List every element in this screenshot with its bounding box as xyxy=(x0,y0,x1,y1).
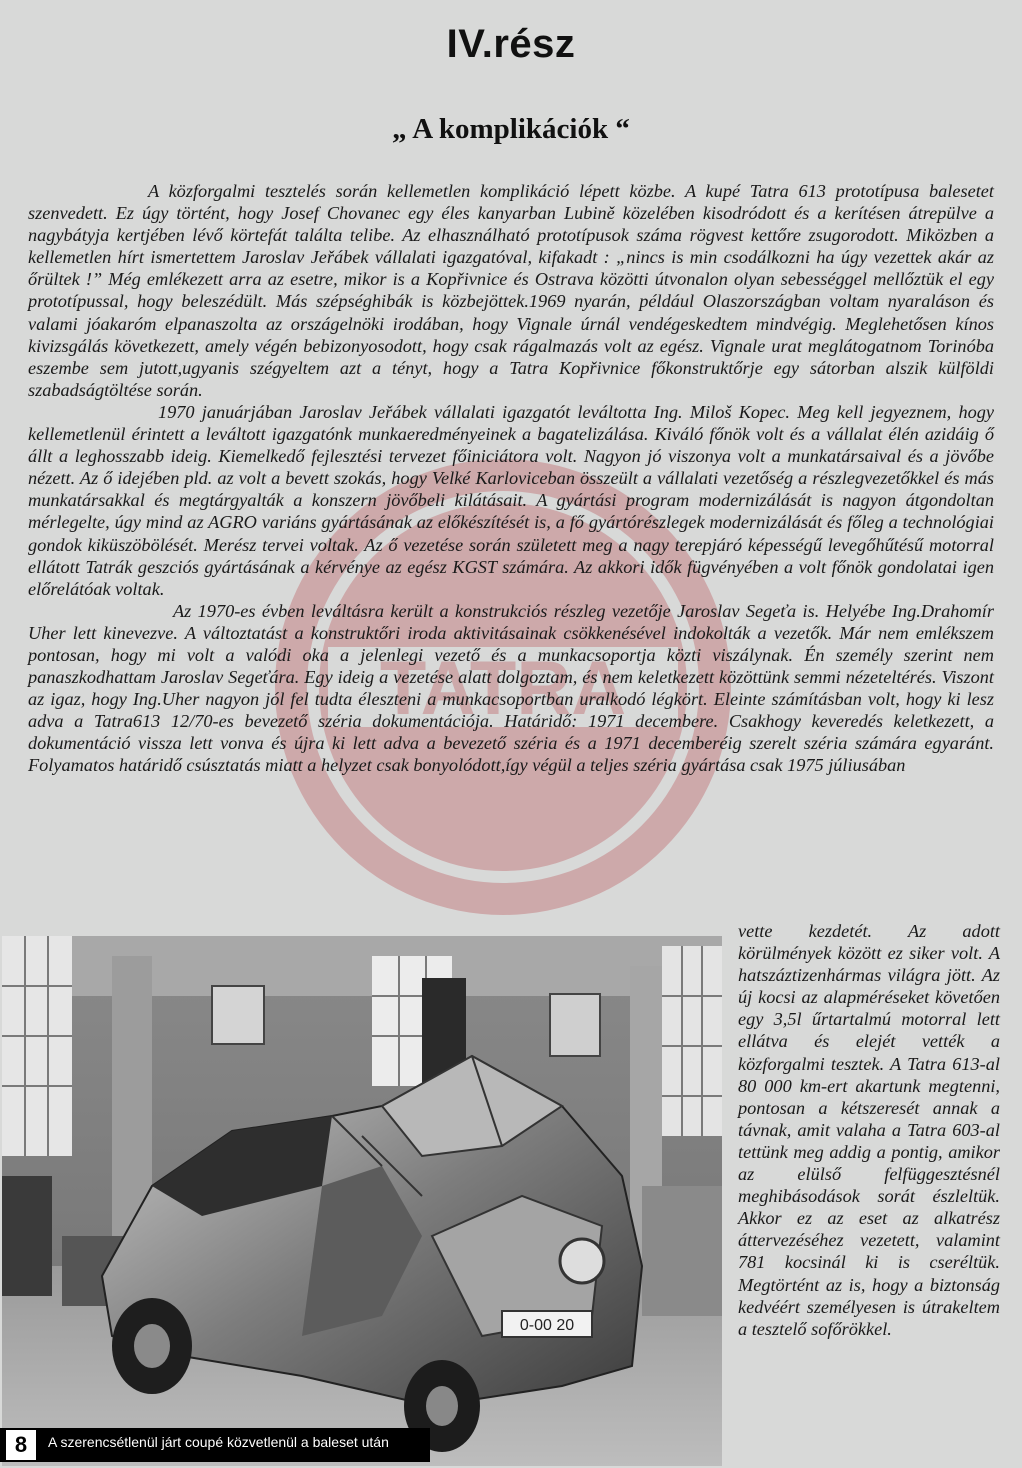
side-column-paragraph: vette kezdetét. Az adott körülmények között ez siker volt. A hatszáztizenhármas világra jött. Az új kocsi az alapméréseket követően egy 3,5l űrtartalmú motorral lett ellátva és elejét vették a közforgalmi tesztek. A Tatra 613-al 80 000 km-ert akartunk megtenni, pontosan a kétszeresét annak a távnak, amit valaha a Tatra 603-al tettünk meg addig a pontig, amikor az elülső felfüggesztésnél meghibásodások sorát észleltük. Akkor ez az eset az alkatrész áttervezéséhez vezetett, valamint 781 kocsinál ki is cseréltük. Megtörtént az is, hogy a biztonság kedvéért személyesen is útrakeltem a tesztelő sofőrökkel. xyxy=(738,921,1000,1339)
side-column-text xyxy=(738,920,1000,1340)
chapter-title: „ A komplikációk “ xyxy=(392,113,630,145)
crashed-car-photo xyxy=(2,936,722,1466)
article-paragraph-3: Az 1970-es évben leváltásra került a konstrukciós részleg vezetője Jaroslav Segeťa is. Helyébe Ing.Drahomír Uher lett kinevezve. A változtatást a konstruktőri iroda aktivitásainak csökkenésével indokolták a vezetők. Már nem emlékszem pontosan, hogy mi volt a valódi oka a jelenlegi vezető és a munkacsoportja közti viszálynak. Én személy szerint nem panaszkodhattam Jaroslav Segeťára. Egy ideig a vezetése alatt dolgoztam, és nem keletkezett közöttünk semmi nézeteltérés. Viszont az igaz, hogy Ing.Uher nagyon jól fel tudta éleszteni a munkacsoportban uralkodó légkört. Eleinte számításban volt, hogy ki lesz adva a Tatra613 12/70-es bevezető széria dokumentációja. Határidő: 1971 decembere. Csakhogy keveredés keletkezett, a dokumentáció vissza lett vonva és újra ki lett adva a bevezető széria és a 1971 decemberéig szerelt széria számára egyaránt. Folyamatos határidő csúsztatás miatt a helyzet csak bonyolódott,így végül a teljes széria gyártása csak 1975 júliusában xyxy=(28,600,994,776)
photo-caption: A szerencsétlenül járt coupé közvetlenül a baleset után xyxy=(48,1434,389,1450)
license-plate-text: 0-00 20 xyxy=(519,1317,575,1334)
watermark-logo-text: TATRA xyxy=(379,646,627,731)
article-paragraph-2: 1970 januárjában Jaroslav Jeřábek vállalati igazgatót leváltotta Ing. Miloš Kopec. Meg kell jegyeznem, hogy kellemetlenül érintett a leváltott igazgatónk munkaeredményeinek a bagatelizálása. Kiváló főnök volt és a vállalat élén azidáig ő állt a leghosszabb ideig. Kiemelkedő fejlesztési tervezet főiniciátora volt. Nagyon jó viszonya volt a munkatársaival és a jövőbe nézett. Az ő idejében pld. az volt a bevett szokás, hogy Velké Karloviceban összeült a vállalati vezetőség a részlegvezetőkkel és más munkatársakkal és megtárgyalták a konszern jövőbeli kilátásait. A gyártási program modernizálását is nagyon átgondoltan mérlegelte, úgy mind az AGRO variáns gyártásának az előkészítését is, a fő gyártórészlegek modernizálását és főleg a technológiai gondok kiküszöbölését. Merész tervei voltak. Az ő vezetése során született meg a nagy terepjáró képességű levegőhűtésű motorral ellátott Tatrák geszciós gyártásának a kérvénye az egész KGST számára. Az akkori idők fügvényében a volt főnök gondolatai igen előrelátóak voltak. xyxy=(28,401,994,599)
article-body xyxy=(28,180,994,777)
article-paragraph-1: A közforgalmi tesztelés során kellemetlen komplikáció lépett közbe. A kupé Tatra 613 prototípusa balesetet szenvedett. Ez úgy történt, hogy Josef Chovanec egy éles kanyarban Lubině közelében kisodródott és a kerítésen átrepülve a nagybátyja kertjében lévő körtefát találta telibe. Az elhasználható prototípusok száma rögvest kettőre zsugorodott. Miközben a kellemetlen hírt ismertettem Jaroslav Jeřábek vállalati igazgatóval, kifakadt : „nincs is min csodálkozni ha úgy vezettek akár az őrültek !” Még emlékezett arra az esetre, mikor is a Kopřivnice és Ostrava közötti útvonalon olyan sebességgel mellőztük el egy prototípussal, hogy beleszédült. Más szépséghibák is közbejöttek.1969 nyarán, például Olaszországban voltam nyaraláson és valami jóakaróm elpanaszolta az országelnöki irodában, hogy Vignale úrnál vendégeskedtem mindvégig. Meglehetősen kínos kivizsgálás következett, amely végén bebizonyosodott, hogy csak rágalmazás volt az egész. Vignale urat meglátogatnom Torinóba eszembe sem jutott,ugyanis szégyeltem azt a tényt, hogy a Tatra Kopřivnice főkonstruktőrje egy sátorban alszik külföldi szabadságtöltése során. xyxy=(28,181,994,400)
page-number: 8 xyxy=(6,1430,36,1460)
part-title: IV.rész xyxy=(446,22,576,66)
